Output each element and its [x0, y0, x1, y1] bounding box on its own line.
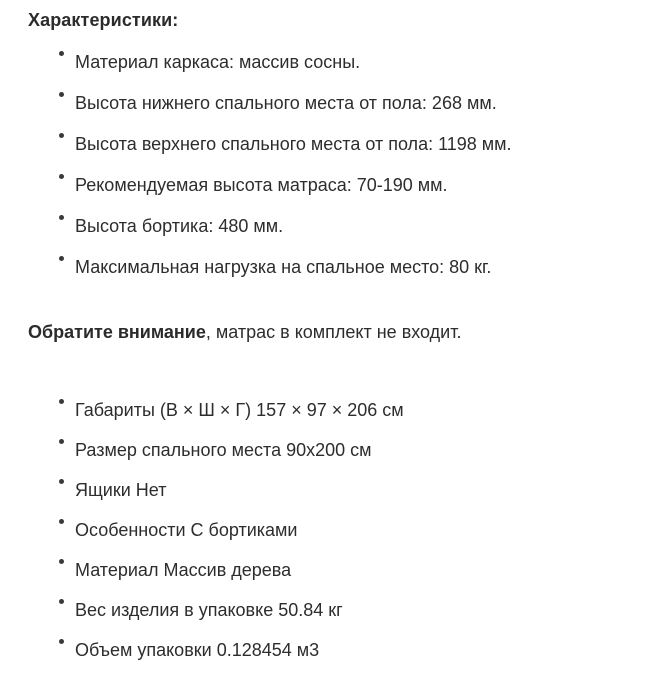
list-item-text: Габариты (В × Ш × Г) 157 × 97 × 206 см — [75, 400, 404, 420]
page-title: Характеристики: — [28, 10, 179, 30]
bullet-icon — [59, 479, 64, 484]
bullet-icon — [59, 599, 64, 604]
note-text: , матрас в комплект не входит. — [205, 322, 462, 342]
list-item — [0, 551, 659, 591]
bullet-icon — [59, 92, 64, 97]
list-item-text: Высота верхнего спального места от пола: 1198 мм. — [75, 134, 512, 154]
list-item — [0, 247, 659, 288]
bullet-icon — [59, 51, 64, 56]
bullet-icon — [59, 215, 64, 220]
note-emphasis: Обратите внимание — [28, 322, 206, 342]
mattress-note — [0, 321, 659, 343]
bullet-icon — [59, 639, 64, 644]
list-item — [0, 206, 659, 247]
list-item-text: Рекомендуемая высота матраса: 70-190 мм. — [75, 175, 448, 195]
package-parameters-list — [0, 391, 659, 671]
list-item-text: Размер спального места 90x200 см — [75, 440, 372, 460]
list-item-text: Максимальная нагрузка на спальное место: 80 кг. — [75, 257, 492, 277]
bullet-icon — [59, 399, 64, 404]
list-item — [0, 631, 659, 671]
list-item-text: Ящики Нет — [75, 480, 167, 500]
bullet-icon — [59, 559, 64, 564]
list-item-text: Высота нижнего спального места от пола: 268 мм. — [75, 93, 497, 113]
bullet-icon — [59, 519, 64, 524]
bullet-icon — [59, 439, 64, 444]
list-item — [0, 83, 659, 124]
characteristics-list — [0, 42, 659, 288]
list-item — [0, 124, 659, 165]
list-item-text: Материал Массив дерева — [75, 560, 292, 580]
list-item — [0, 165, 659, 206]
list-item — [0, 471, 659, 511]
bullet-icon — [59, 174, 64, 179]
bullet-icon — [59, 133, 64, 138]
list-item — [0, 511, 659, 551]
bullet-icon — [59, 256, 64, 261]
list-item-text: Материал каркаса: массив сосны. — [75, 52, 361, 72]
list-item — [0, 591, 659, 631]
list-item-text: Вес изделия в упаковке 50.84 кг — [75, 600, 343, 620]
note-block — [0, 321, 659, 343]
list-item-text: Особенности С бортиками — [75, 520, 298, 540]
list-item — [0, 391, 659, 431]
list-item-text: Высота бортика: 480 мм. — [75, 216, 284, 236]
list-item — [0, 431, 659, 471]
list-item-text: Объем упаковки 0.128454 м3 — [75, 640, 320, 660]
list-item — [0, 42, 659, 83]
